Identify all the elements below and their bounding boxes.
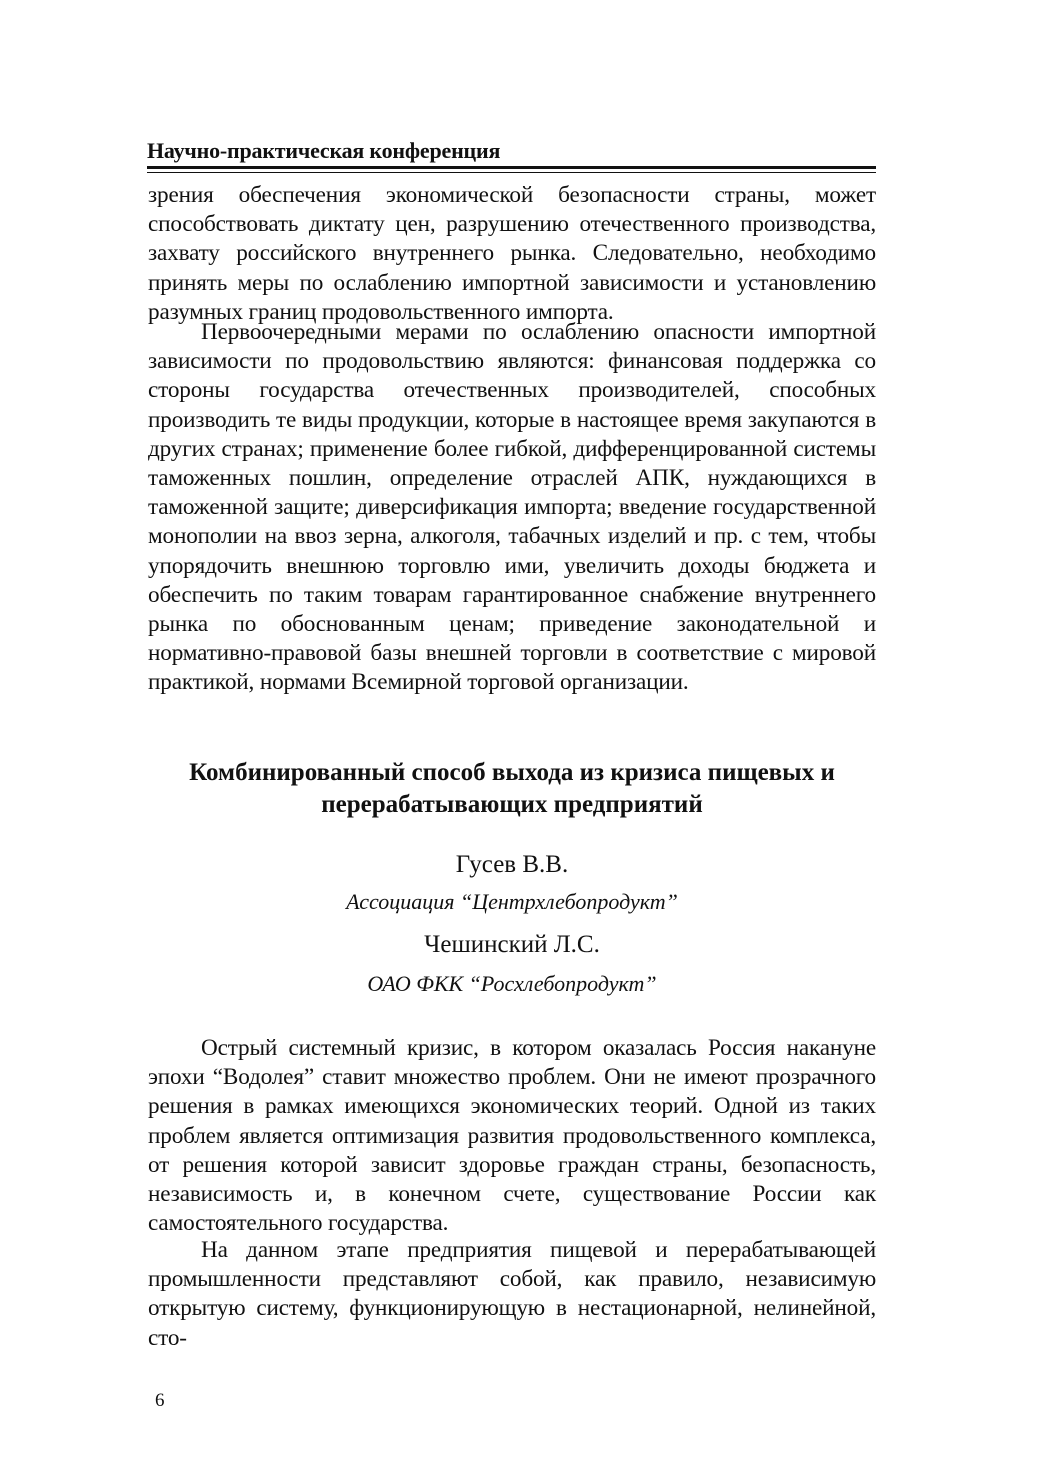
author-name-2: Чешинский Л.С. [424, 931, 600, 958]
header-rule-thin [147, 172, 876, 173]
author-affiliation-1: Ассоциация “Центрхлебопродукт” [346, 889, 678, 914]
author-name-1: Гусев В.В. [455, 851, 569, 878]
paragraph-text: Первоочередными мерами по ослаблению опасности импортной зависимости по продовольствию являются: финансовая поддержка со стороны государства отечественных производителей, способных производить те виды продукции, которые в настоящее время закупаются в других странах; применение более гибкой, дифференцированной системы таможенных пошлин, определение отраслей АПК, нуждающихся в таможенной защите; диверсификация импорта; введение государственной монополии на ввоз зерна, алкоголя, табачных изделий и пр. с тем, чтобы упорядочить внешнюю торговлю ими, увеличить доходы бюджета и обеспечить по таким товарам гарантированное снабжение внутреннего рынка по обоснованным ценам; приведение законодательной и нормативно-правовой базы внешней торговли в соответствие с мировой практикой, нормами Всемирной торговой организации. [148, 319, 876, 696]
paragraph-text: На данном этапе предприятия пищевой и перерабатывающей промышленности представляют собой, как правило, независимую открытую систему, функционирующую в нестационарной, нелинейной, сто- [148, 1237, 876, 1351]
paragraph-crisis [148, 1034, 876, 1238]
running-head: Научно-практическая конференция [147, 138, 501, 163]
paragraph-text: Острый системный кризис, в котором оказалась Россия накануне эпохи “Водолея” ставит множество проблем. Они не имеют прозрачного решения в рамках имеющихся экономических теорий. Одной из таких проблем является оптимизация развития продовольственного комплекса, от решения которой зависит здоровье граждан страны, безопасность, независимость и, в конечном счете, существование России как самостоятельного государства. [148, 1035, 876, 1237]
author-affiliation-2: ОАО ФКК “Росхлебопродукт” [367, 971, 657, 996]
article-title-line-2: перерабатывающих предприятий [321, 791, 703, 818]
header-rule-thick [147, 166, 876, 169]
paragraph-enterprises [148, 1236, 876, 1353]
article-title [148, 757, 876, 821]
paragraph-continued [148, 181, 876, 327]
article-title-line-1: Комбинированный способ выхода из кризиса пищевых и [189, 759, 835, 786]
page-number: 6 [155, 1390, 165, 1411]
paragraph-text: зрения обеспечения экономической безопасности страны, может способствовать диктату цен, разрушению отечественного производства, захвату российского внутреннего рынка. Следовательно, необходимо принять меры по ослаблению импортной зависимости и установлению разумных границ продовольственного импорта. [148, 182, 876, 325]
paragraph-import-measures [148, 318, 876, 698]
